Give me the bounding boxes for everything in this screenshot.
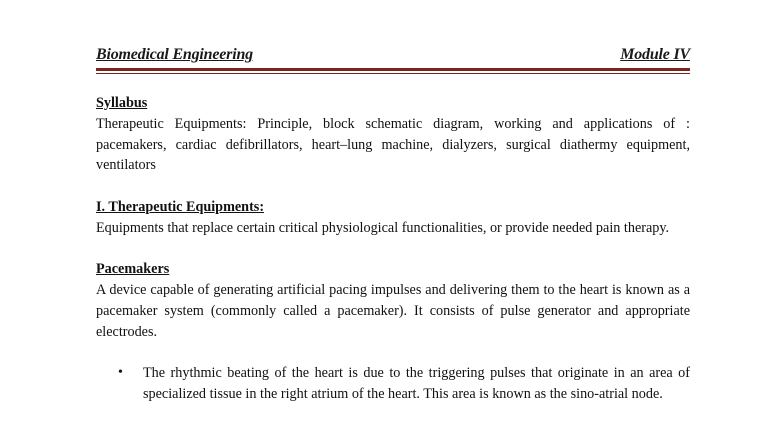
document-body bbox=[96, 93, 690, 405]
bullet-text: The rhythmic beating of the heart is due to the triggering pulses that originate in an area of specialized tissue in the right atrium of the heart. This area is known as the sino-atrial node. bbox=[143, 365, 690, 403]
bullet-marker: • bbox=[118, 365, 123, 381]
pacemakers-heading: Pacemakers bbox=[96, 261, 170, 278]
pacemakers-text: A device capable of generating artificial pacing impulses and delivering them to the heart is known as a pacemaker system (commonly called a pacemaker). It consists of pulse generator and appropriate electrodes. bbox=[96, 282, 690, 340]
syllabus-text: Therapeutic Equipments: Principle, block schematic diagram, working and applications of : pacemakers, cardiac defibrillators, heart–lung machine, dialyzers, surgical diathermy equipment, ventilators bbox=[96, 115, 690, 174]
list-item bbox=[96, 363, 690, 405]
pacemakers-section bbox=[96, 259, 690, 342]
therapeutic-text: Equipments that replace certain critical physiological functionalities, or provide needed pain therapy. bbox=[96, 219, 670, 236]
pacemaker-bullet-list bbox=[96, 363, 690, 405]
syllabus-heading: Syllabus bbox=[96, 95, 148, 111]
header-rule-thick bbox=[96, 68, 690, 71]
therapeutic-section bbox=[96, 197, 690, 239]
header-course-title: Biomedical Engineering bbox=[96, 46, 253, 63]
syllabus-section bbox=[96, 93, 690, 176]
page-header bbox=[96, 46, 690, 68]
header-rule-thin bbox=[96, 73, 690, 74]
therapeutic-heading: I. Therapeutic Equipments: bbox=[96, 198, 265, 215]
header-module-label: Module IV bbox=[620, 46, 690, 63]
